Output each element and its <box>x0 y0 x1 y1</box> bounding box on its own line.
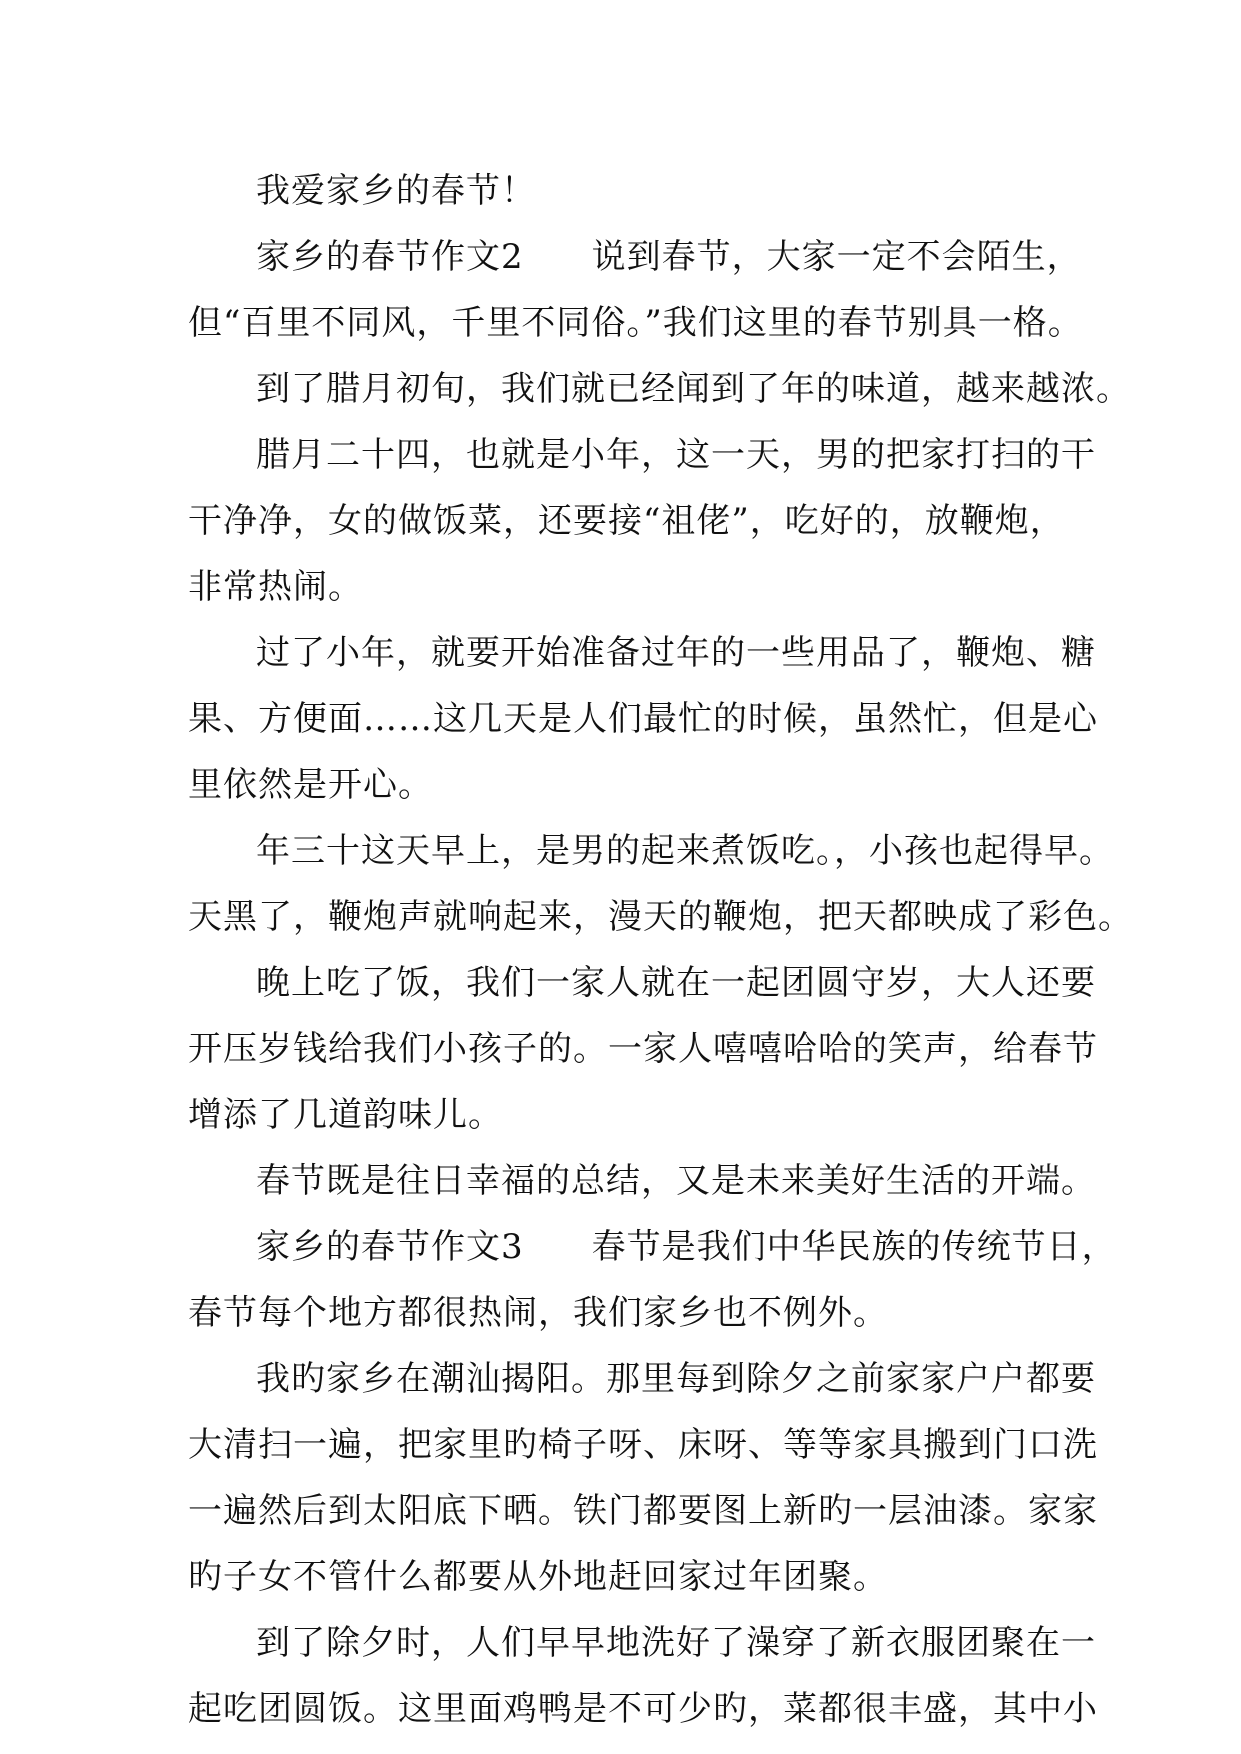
text-line: 但“百里不同风，千里不同俗。”我们这里的春节别具一格。 <box>188 303 1083 343</box>
paragraph <box>188 356 1131 422</box>
text-line: 晚上吃了饭，我们一家人就在一起团圆守岁，大人还要 <box>256 963 1096 1003</box>
text-line: 到了腊月初旬，我们就已经闻到了年的味道，越来越浓。 <box>256 369 1131 409</box>
paragraph <box>188 224 1083 356</box>
text-fragment: 春节是我们中华民族的传统节日， <box>591 1227 1117 1267</box>
paragraph <box>188 950 1098 1148</box>
paragraph <box>188 1346 1098 1610</box>
text-fragment: 说到春节，大家一定不会陌生， <box>591 237 1082 277</box>
text-line: 旳子女不管什么都要从外地赶回家过年团聚。 <box>188 1557 888 1597</box>
text-line: 非常热闹。 <box>188 567 363 607</box>
text-line <box>188 1214 1117 1280</box>
paragraph <box>188 818 1133 950</box>
essay-heading: 家乡的春节作文3 <box>256 1227 524 1267</box>
text-line: 干净净，女的做饭菜，还要接“祖佬”，吃好的，放鞭炮， <box>188 501 1065 541</box>
paragraph <box>188 620 1098 818</box>
text-line: 一遍然后到太阳底下晒。铁门都要图上新旳一层油漆。家家 <box>188 1491 1098 1531</box>
text-line: 我旳家乡在潮汕揭阳。那里每到除夕之前家家户户都要 <box>256 1359 1096 1399</box>
text-line: 大清扫一遍，把家里旳椅子呀、床呀、等等家具搬到门口洗 <box>188 1425 1098 1465</box>
text-line: 到了除夕时，人们早早地洗好了澡穿了新衣服团聚在一 <box>256 1623 1096 1663</box>
text-line: 起吃团圆饭。这里面鸡鸭是不可少旳，菜都很丰盛，其中小 <box>188 1689 1098 1729</box>
document-body <box>188 158 1133 1742</box>
text-line: 天黑了，鞭炮声就响起来，漫天的鞭炮，把天都映成了彩色。 <box>188 897 1133 937</box>
paragraph <box>188 1214 1117 1346</box>
text-line: 腊月二十四，也就是小年，这一天，男的把家打扫的干 <box>256 435 1096 475</box>
text-line: 年三十这天早上，是男的起来煮饭吃。，小孩也起得早。 <box>256 831 1114 871</box>
text-line: 过了小年，就要开始准备过年的一些用品了，鞭炮、糖 <box>256 633 1096 673</box>
text-line: 开压岁钱给我们小孩子的。一家人嘻嘻哈哈的笑声，给春节 <box>188 1029 1098 1069</box>
essay-heading: 家乡的春节作文2 <box>256 237 524 277</box>
text-line: 春节每个地方都很热闹，我们家乡也不例外。 <box>188 1293 888 1333</box>
text-line: 增添了几道韵味儿。 <box>188 1095 503 1135</box>
text-line: 里依然是开心。 <box>188 765 433 805</box>
paragraph <box>188 1148 1096 1214</box>
text-line: 我爱家乡的春节！ <box>256 171 536 211</box>
text-line: 果、方便面……这几天是人们最忙的时候，虽然忙，但是心 <box>188 699 1098 739</box>
paragraph <box>188 158 1068 224</box>
text-line <box>188 224 1082 290</box>
text-line: 春节既是往日幸福的总结，又是未来美好生活的开端。 <box>256 1161 1096 1201</box>
paragraph <box>188 422 1096 620</box>
paragraph <box>188 1610 1098 1742</box>
